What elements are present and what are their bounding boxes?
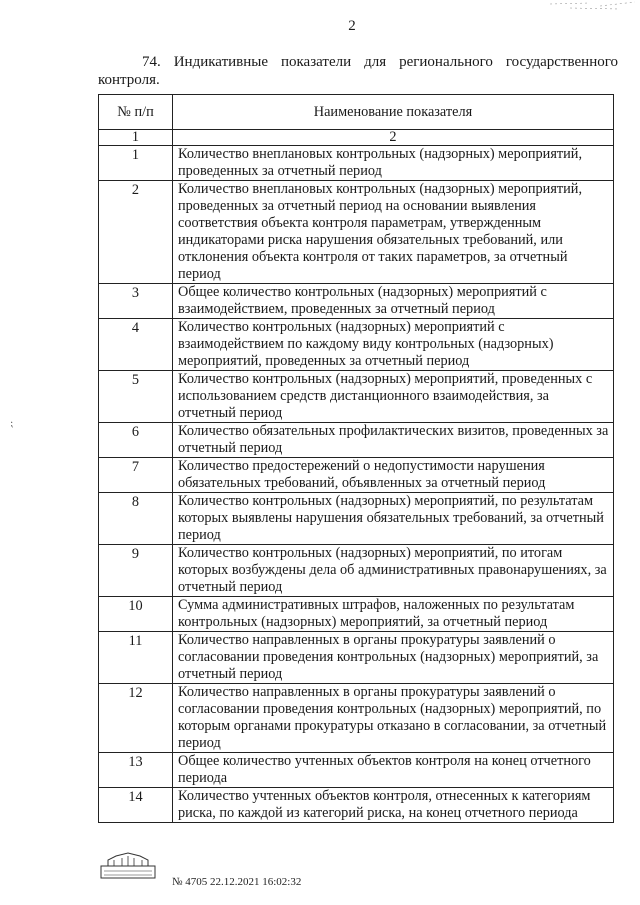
- header-number: № п/п: [99, 95, 173, 130]
- row-text: Количество внеплановых контрольных (надзорных) мероприятий, проведенных за отчетный период на основании выявления соответствия объекта контроля параметрам, утвержденным индикаторами риска нарушения обязательных требований, или отклонения объекта контроля от таких параметров, за отчетный период: [173, 181, 614, 284]
- row-number: 7: [99, 458, 173, 493]
- table-row: [99, 284, 614, 319]
- table-row: [99, 597, 614, 632]
- row-text: Количество контрольных (надзорных) мероприятий с взаимодействием по каждому виду контрольных (надзорных) мероприятий, проведенных за отчетный период: [173, 319, 614, 371]
- row-number: 13: [99, 753, 173, 788]
- indicators-table: [98, 94, 614, 823]
- table-row: [99, 319, 614, 371]
- row-text: Количество внеплановых контрольных (надзорных) мероприятий, проведенных за отчетный период: [173, 146, 614, 181]
- row-number: 4: [99, 319, 173, 371]
- row-text: Сумма административных штрафов, наложенных по результатам контрольных (надзорных) мероприятий, за отчетный период: [173, 597, 614, 632]
- row-number: 6: [99, 423, 173, 458]
- row-number: 14: [99, 788, 173, 823]
- registration-footer: [100, 852, 340, 892]
- section-heading: [98, 53, 618, 89]
- row-text: Количество обязательных профилактических визитов, проведенных за отчетный период: [173, 423, 614, 458]
- row-text: Количество предостережений о недопустимости нарушения обязательных требований, объявленных за отчетный период: [173, 458, 614, 493]
- row-number: 9: [99, 545, 173, 597]
- scan-noise-mark: [530, 0, 640, 14]
- margin-mark: ⁏: [10, 418, 14, 429]
- table-row: [99, 493, 614, 545]
- heading-text: 74. Индикативные показатели для регионального государственного контроля.: [98, 54, 618, 88]
- row-number: 8: [99, 493, 173, 545]
- table-row: [99, 181, 614, 284]
- row-number: 1: [99, 146, 173, 181]
- row-text: Количество контрольных (надзорных) мероприятий, по результатам которых выявлены нарушения обязательных требований, за отчетный период: [173, 493, 614, 545]
- row-text: Количество контрольных (надзорных) мероприятий, проведенных с использованием средств дистанционного взаимодействия, за отчетный период: [173, 371, 614, 423]
- table-row: [99, 146, 614, 181]
- table-row: [99, 371, 614, 423]
- table-header-row: [99, 95, 614, 130]
- table-row: [99, 684, 614, 753]
- table-row: [99, 545, 614, 597]
- table-row: [99, 753, 614, 788]
- row-text: Количество учтенных объектов контроля, отнесенных к категориям риска, по каждой из категорий риска, на конец отчетного периода: [173, 788, 614, 823]
- column-number: 1: [99, 130, 173, 146]
- row-text: Количество направленных в органы прокуратуры заявлений о согласовании проведения контрольных (надзорных) мероприятий, за отчетный период: [173, 632, 614, 684]
- row-text: Общее количество учтенных объектов контроля на конец отчетного периода: [173, 753, 614, 788]
- table-row: [99, 423, 614, 458]
- page-number: 2: [348, 18, 356, 34]
- row-text: Количество направленных в органы прокуратуры заявлений о согласовании проведения контрольных (надзорных) мероприятий, по которым органами прокуратуры отказано в согласовании, за отчетный период: [173, 684, 614, 753]
- row-text: Количество контрольных (надзорных) мероприятий, по итогам которых возбуждены дела об административных правонарушениях, за отчетный период: [173, 545, 614, 597]
- row-number: 2: [99, 181, 173, 284]
- registration-stamp-text: № 4705 22.12.2021 16:02:32: [172, 876, 302, 888]
- row-number: 10: [99, 597, 173, 632]
- row-number: 12: [99, 684, 173, 753]
- row-number: 11: [99, 632, 173, 684]
- column-numbers-row: [99, 130, 614, 146]
- row-number: 5: [99, 371, 173, 423]
- table-row: [99, 458, 614, 493]
- table-row: [99, 788, 614, 823]
- column-number: 2: [173, 130, 614, 146]
- row-number: 3: [99, 284, 173, 319]
- header-name: Наименование показателя: [173, 95, 614, 130]
- registry-seal-icon: [100, 852, 156, 880]
- row-text: Общее количество контрольных (надзорных) мероприятий с взаимодействием, проведенных за отчетный период: [173, 284, 614, 319]
- table-row: [99, 632, 614, 684]
